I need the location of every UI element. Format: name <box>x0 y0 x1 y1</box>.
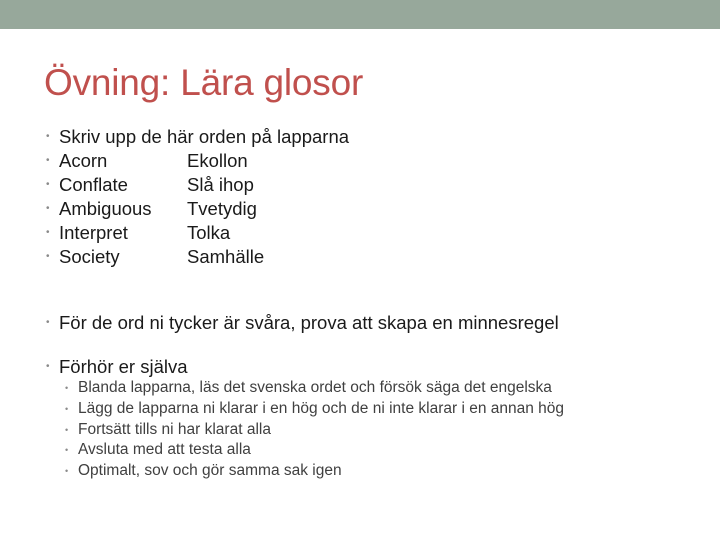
english-word: Interpret <box>59 222 128 243</box>
bullet-icon: • <box>65 404 69 414</box>
step-text: Blanda lapparna, läs det svenska ordet och försök säga det engelska <box>78 379 552 396</box>
step-text: Fortsätt tills ni har klarat alla <box>78 421 271 438</box>
tip-text: För de ord ni tycker är svåra, prova att skapa en minnesregel <box>59 312 559 333</box>
bullet-icon: • <box>65 425 69 435</box>
step-text: Avsluta med att testa alla <box>78 441 251 458</box>
english-word: Acorn <box>59 150 108 171</box>
english-word: Ambiguous <box>59 198 152 219</box>
swedish-word: Tolka <box>187 222 231 243</box>
bullet-icon: • <box>46 227 50 238</box>
step-text: Lägg de lapparna ni klarar i en hög och de ni inte klarar i en annan hög <box>78 400 565 417</box>
top-accent-bar <box>0 0 720 29</box>
swedish-word: Tvetydig <box>187 198 257 219</box>
self-test-heading: Förhör er själva <box>59 356 188 377</box>
swedish-word: Ekollon <box>187 150 248 171</box>
bullet-icon: • <box>46 179 50 190</box>
bullet-icon: • <box>46 317 50 328</box>
bullet-icon: • <box>46 203 50 214</box>
swedish-word: Slå ihop <box>187 174 254 195</box>
bullet-icon: • <box>46 131 50 142</box>
bullet-icon: • <box>65 383 69 393</box>
bullet-icon: • <box>65 466 69 476</box>
bullet-icon: • <box>46 251 50 262</box>
english-word: Society <box>59 246 120 267</box>
bullet-icon: • <box>46 155 50 166</box>
bullet-icon: • <box>65 445 69 455</box>
swedish-word: Samhälle <box>187 246 265 267</box>
intro-text: Skriv upp de här orden på lapparna <box>59 126 350 147</box>
english-word: Conflate <box>59 174 128 195</box>
slide-title: Övning: Lära glosor <box>44 62 364 103</box>
step-text: Optimalt, sov och gör samma sak igen <box>78 462 342 479</box>
bullet-icon: • <box>46 361 50 372</box>
